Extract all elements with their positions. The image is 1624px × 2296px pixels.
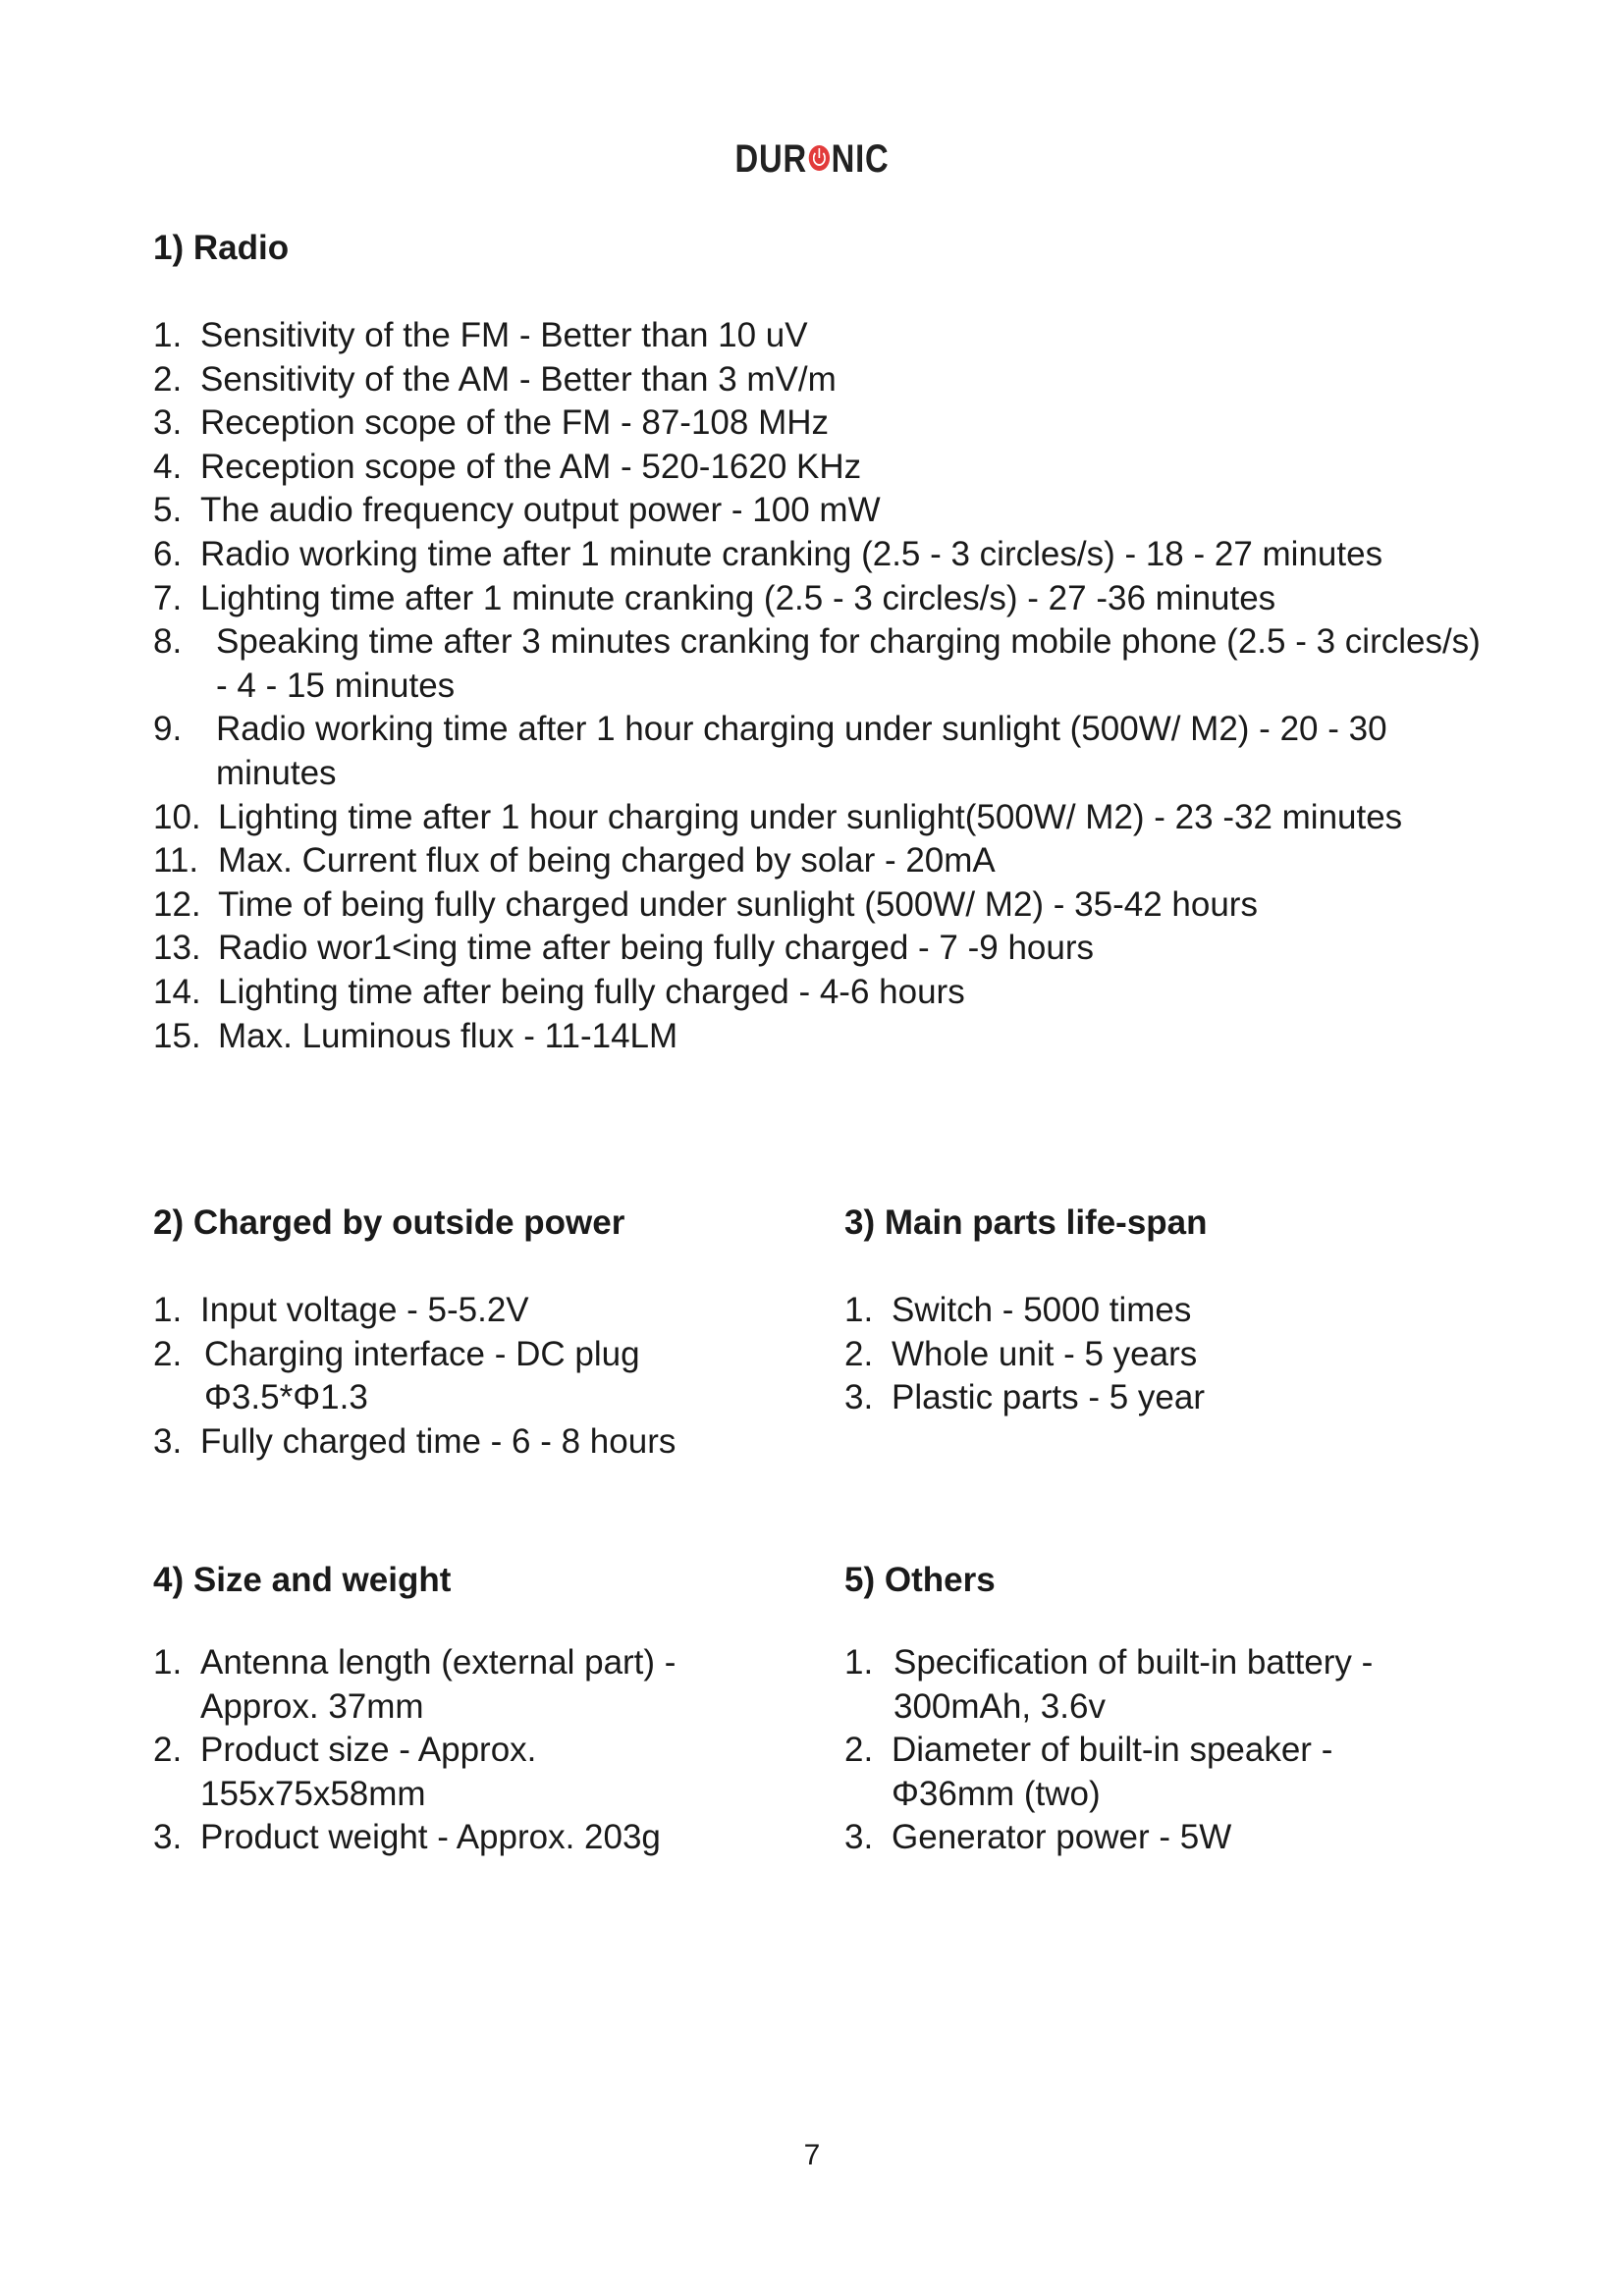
logo-text-right: NIC bbox=[831, 137, 890, 181]
list-item: 2. Diameter of built-in speaker - Φ36mm (two) bbox=[844, 1731, 1333, 1813]
list-item: 14. Lighting time after being fully charged - 4-6 hours bbox=[153, 972, 965, 1011]
lifespan-spec-list bbox=[844, 1289, 1453, 1420]
list-item: 8. Speaking time after 3 minutes cranking for charging mobile phone (2.5 - 3 circles/s) - 4 - 15 minutes bbox=[153, 622, 1481, 705]
list-item: 7. Lighting time after 1 minute cranking (2.5 - 3 circles/s) - 27 -36 minutes bbox=[153, 578, 1276, 617]
list-item: 3. Fully charged time - 6 - 8 hours bbox=[153, 1421, 677, 1461]
section-heading-charged: 2) Charged by outside power bbox=[153, 1203, 625, 1242]
list-item: 4. Reception scope of the AM - 520-1620 KHz bbox=[153, 447, 862, 486]
list-item: 1. Input voltage - 5-5.2V bbox=[153, 1291, 529, 1329]
list-item: 10. Lighting time after 1 hour charging under sunlight(500W/ M2) - 23 -32 minutes bbox=[153, 797, 1403, 836]
radio-spec-list bbox=[153, 314, 1498, 1058]
list-item: 3. Generator power - 5W bbox=[844, 1818, 1232, 1857]
list-item: 1. Antenna length (external part) - Approx. 37mm bbox=[153, 1643, 677, 1726]
page-number: 7 bbox=[803, 2139, 821, 2171]
list-item: 3. Reception scope of the FM - 87-108 MHz bbox=[153, 403, 830, 443]
section-heading-size: 4) Size and weight bbox=[153, 1561, 452, 1599]
list-item: 1. Switch - 5000 times bbox=[844, 1291, 1192, 1329]
logo-text-left: DUR bbox=[734, 137, 807, 181]
list-item: 13. Radio wor1<ing time after being fully charged - 7 -9 hours bbox=[153, 929, 1095, 968]
duronic-logo bbox=[146, 135, 1478, 183]
list-item: 12. Time of being fully charged under sunlight (500W/ M2) - 35-42 hours bbox=[153, 884, 1258, 924]
power-icon bbox=[809, 145, 830, 171]
size-spec-list bbox=[153, 1641, 762, 1860]
list-item: 1. Specification of built-in battery - 300mAh, 3.6v bbox=[844, 1643, 1374, 1726]
list-item: 2. Charging interface - DC plug Φ3.5*Φ1.3 bbox=[153, 1334, 640, 1417]
list-item: 3. Product weight - Approx. 203g bbox=[153, 1818, 661, 1857]
list-item: 5. The audio frequency output power - 100 mW bbox=[153, 491, 881, 530]
list-item: 2. Whole unit - 5 years bbox=[844, 1334, 1198, 1373]
others-spec-list bbox=[844, 1641, 1473, 1860]
section-heading-others: 5) Others bbox=[844, 1561, 996, 1599]
list-item: 9. Radio working time after 1 hour charging under sunlight (500W/ M2) - 20 - 30 minutes bbox=[153, 710, 1387, 792]
list-item: 3. Plastic parts - 5 year bbox=[844, 1378, 1205, 1417]
section-heading-radio: 1) Radio bbox=[153, 229, 290, 267]
list-item: 2. Product size - Approx. 155x75x58mm bbox=[153, 1731, 537, 1813]
charged-spec-list bbox=[153, 1289, 742, 1464]
list-item: 6. Radio working time after 1 minute cranking (2.5 - 3 circles/s) - 18 - 27 minutes bbox=[153, 534, 1383, 573]
list-item: 15. Max. Luminous flux - 11-14LM bbox=[153, 1016, 678, 1055]
list-item: 1. Sensitivity of the FM - Better than 10 uV bbox=[153, 316, 808, 354]
list-item: 2. Sensitivity of the AM - Better than 3 mV/m bbox=[153, 359, 837, 399]
section-heading-lifespan: 3) Main parts life-span bbox=[844, 1203, 1208, 1242]
list-item: 11. Max. Current flux of being charged by solar - 20mA bbox=[153, 841, 996, 881]
